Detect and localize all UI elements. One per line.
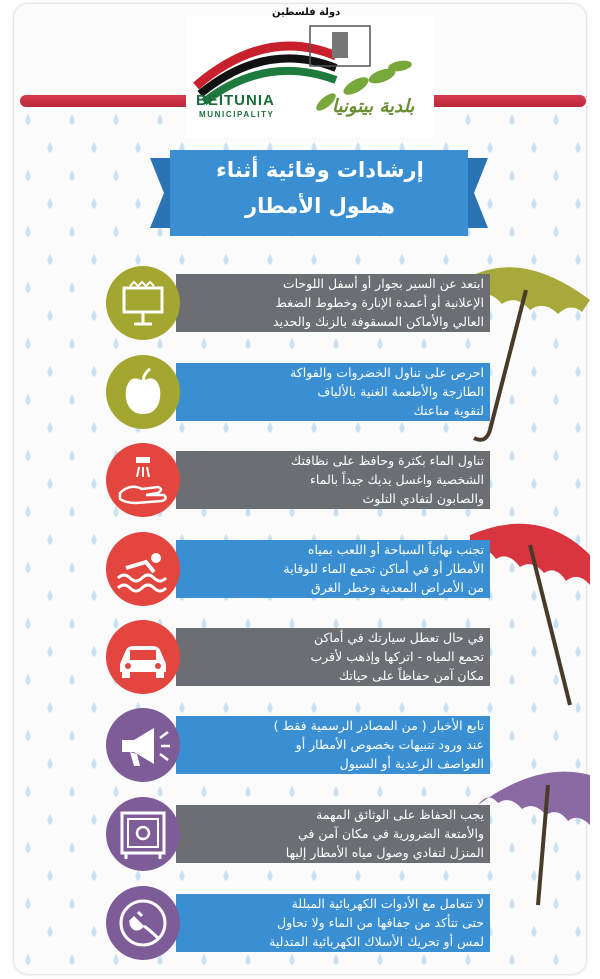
rain-drop (70, 842, 75, 853)
rain-drop (92, 870, 97, 881)
rain-drop (532, 926, 537, 937)
rain-drop (576, 198, 581, 209)
rain-drop (554, 226, 559, 237)
rain-drop (400, 254, 405, 265)
rain-drop (70, 114, 75, 125)
tip-icon-circle (106, 266, 180, 340)
rain-drop (136, 142, 141, 153)
rain-drop (26, 338, 31, 349)
brand-name-arabic: بلدية بيتونيا (332, 96, 415, 117)
page-title (170, 152, 470, 224)
tip-icon-circle (106, 443, 180, 517)
rain-drop (114, 226, 119, 237)
rain-drop (466, 786, 471, 797)
rain-drop (70, 170, 75, 181)
tip-text: تابع الأخبار ( من المصادر الرسمية فقط ) عند ورود تنبيهات بخصوص الأمطار أو العواصف الرعدية أو السيول (273, 718, 484, 771)
tip-row (106, 620, 490, 692)
tip-text: تجنب نهائياً السباحة أو اللعب بمياه الأمطار أو في أماكن تجمع الماء للوقاية من الأمراض المعدية وخطر الغرق (283, 542, 484, 595)
rain-drop (48, 646, 53, 657)
rain-drop (26, 618, 31, 629)
tip-icon-circle (106, 620, 180, 694)
rain-drop (554, 730, 559, 741)
tip-row (106, 886, 490, 958)
tip-icon-circle (106, 532, 180, 606)
rain-drop (532, 142, 537, 153)
megaphone-icon (106, 708, 180, 782)
rain-drop (246, 786, 251, 797)
rain-drop (268, 870, 273, 881)
rain-drop (48, 478, 53, 489)
rain-drop (70, 786, 75, 797)
rain-drop (26, 898, 31, 909)
rain-drop (92, 254, 97, 265)
tip-row (106, 708, 490, 780)
rain-drop (136, 870, 141, 881)
rain-drop (180, 870, 185, 881)
rain-drop (312, 254, 317, 265)
logo-emblem-icon (186, 16, 434, 138)
tip-row (106, 797, 490, 869)
rain-drop (70, 618, 75, 629)
rain-drop (576, 142, 581, 153)
rain-drop (70, 674, 75, 685)
rain-drop (92, 142, 97, 153)
rain-drop (48, 590, 53, 601)
hand-wash-icon (106, 443, 180, 517)
rain-drop (48, 422, 53, 433)
rain-drop (466, 114, 471, 125)
rain-drop (554, 954, 559, 965)
rain-drop (92, 422, 97, 433)
rain-drop (114, 170, 119, 181)
state-label: دولة فلسطين (272, 7, 341, 18)
rain-drop (48, 198, 53, 209)
rain-drop (510, 954, 515, 965)
rain-drop (48, 814, 53, 825)
title-line-1: إرشادات وقائية أثناء (216, 158, 424, 182)
rain-drop (378, 786, 383, 797)
rain-drop (224, 870, 229, 881)
tip-text: في حال تعطل سيارتك في أماكن تجمع المياه - اتركها وإذهب لأقرب مكان آمن حفاظاً على حياتك (310, 630, 484, 683)
rain-drop (48, 758, 53, 769)
title-line-2: هطول الأمطار (245, 194, 395, 218)
rain-drop (92, 310, 97, 321)
rain-drop (114, 114, 119, 125)
rain-drop (48, 534, 53, 545)
rain-drop (158, 114, 163, 125)
rain-drop (70, 394, 75, 405)
rain-drop (356, 870, 361, 881)
rain-drop (26, 450, 31, 461)
tip-icon-circle (106, 797, 180, 871)
rain-drop (378, 338, 383, 349)
rain-drop (290, 786, 295, 797)
rain-drop (92, 814, 97, 825)
rain-drop (26, 786, 31, 797)
rain-drop (48, 310, 53, 321)
tip-icon-circle (106, 886, 180, 960)
apple-icon (106, 355, 180, 429)
rain-drop (92, 198, 97, 209)
rain-drop (510, 170, 515, 181)
tip-text: لا تتعامل مع الأدوات الكهربائية المبللة حتى تتأكد من جفافها من الماء ولا تحاول لمس أو تحريك الأسلاك الكهربائية المتدلية (269, 896, 484, 949)
tip-icon-circle (106, 708, 180, 782)
electric-plug-icon (106, 886, 180, 960)
rain-drop (70, 338, 75, 349)
rain-drop (26, 114, 31, 125)
rain-drop (26, 954, 31, 965)
rain-drop (312, 870, 317, 881)
rain-drop (26, 394, 31, 405)
brand-name-english: BEITUNIA (196, 92, 275, 109)
rain-drop (26, 282, 31, 293)
rain-drop (26, 506, 31, 517)
rain-drop (26, 562, 31, 573)
tip-row (106, 443, 490, 515)
car-icon (106, 620, 180, 694)
tip-text: يجب الحفاظ على الوثائق المهمة والأمتعة الضرورية في مكان آمن في المنزل لتفادي وصول مياه الأمطار إليها (285, 807, 484, 860)
rain-drop (510, 450, 515, 461)
rain-drop (26, 842, 31, 853)
rain-drop (246, 338, 251, 349)
rain-drop (576, 478, 581, 489)
rain-drop (488, 198, 493, 209)
safe-icon (106, 797, 180, 871)
rain-drop (92, 702, 97, 713)
rain-drop (92, 478, 97, 489)
rain-drop (48, 926, 53, 937)
rain-drop (334, 338, 339, 349)
rain-drop (268, 254, 273, 265)
rain-drop (510, 114, 515, 125)
rain-drop (532, 478, 537, 489)
rain-drop (26, 730, 31, 741)
brand-subtitle-english: MUNICIPALITY (199, 110, 275, 119)
rain-drop (114, 786, 119, 797)
rain-drop (510, 730, 515, 741)
rain-drop (356, 254, 361, 265)
swimmer-icon (106, 532, 180, 606)
rain-drop (70, 730, 75, 741)
rain-drop (26, 170, 31, 181)
rain-drop (576, 926, 581, 937)
tip-text: احرص على تناول الخضروات والفواكة الطازجة والأطعمة الغنية بالألياف لتقوية مناعتك (290, 365, 484, 418)
tip-icon-circle (106, 355, 180, 429)
rain-drop (70, 954, 75, 965)
rain-drop (92, 366, 97, 377)
rain-drop (202, 338, 207, 349)
rain-drop (554, 450, 559, 461)
rain-drop (92, 534, 97, 545)
rain-drop (48, 142, 53, 153)
rain-drop (422, 786, 427, 797)
rain-drop (158, 786, 163, 797)
rain-drop (70, 226, 75, 237)
rain-drop (202, 786, 207, 797)
rain-drop (180, 254, 185, 265)
rain-drop (92, 590, 97, 601)
rain-drop (48, 702, 53, 713)
rain-drop (70, 898, 75, 909)
rain-drop (400, 870, 405, 881)
rain-drop (488, 142, 493, 153)
rain-drop (26, 674, 31, 685)
tip-row (106, 266, 490, 338)
rain-drop (92, 926, 97, 937)
tip-row (106, 355, 490, 427)
rain-drop (92, 758, 97, 769)
rain-drop (70, 506, 75, 517)
tip-row (106, 532, 490, 604)
umbrella-purple-icon (478, 765, 590, 925)
rain-drop (70, 450, 75, 461)
tip-text: ابتعد عن السير بجوار أو أسفل اللوحات الإعلانية أو أعمدة الإنارة وخطوط الضغط العالي والأماكن المسقوفة بالزنك والحديد (273, 276, 484, 329)
tip-text: تناول الماء بكثرة وحافظ على نظافتك الشخصية واغسل يديك جيداً بالماء والصابون لتفادي التلوث (290, 453, 484, 506)
rain-drop (48, 366, 53, 377)
billboard-icon (106, 266, 180, 340)
rain-drop (290, 338, 295, 349)
rain-drop (70, 562, 75, 573)
rain-drop (224, 254, 229, 265)
rain-drop (532, 198, 537, 209)
rain-drop (554, 170, 559, 181)
rain-drop (422, 338, 427, 349)
rain-drop (26, 226, 31, 237)
rain-drop (510, 226, 515, 237)
rain-drop (70, 282, 75, 293)
municipality-logo (186, 16, 434, 138)
rain-drop (334, 786, 339, 797)
rain-drop (444, 870, 449, 881)
rain-drop (554, 114, 559, 125)
rain-drop (48, 870, 53, 881)
rain-drop (136, 198, 141, 209)
rain-drop (92, 646, 97, 657)
rain-drop (48, 254, 53, 265)
rain-drop (136, 254, 141, 265)
